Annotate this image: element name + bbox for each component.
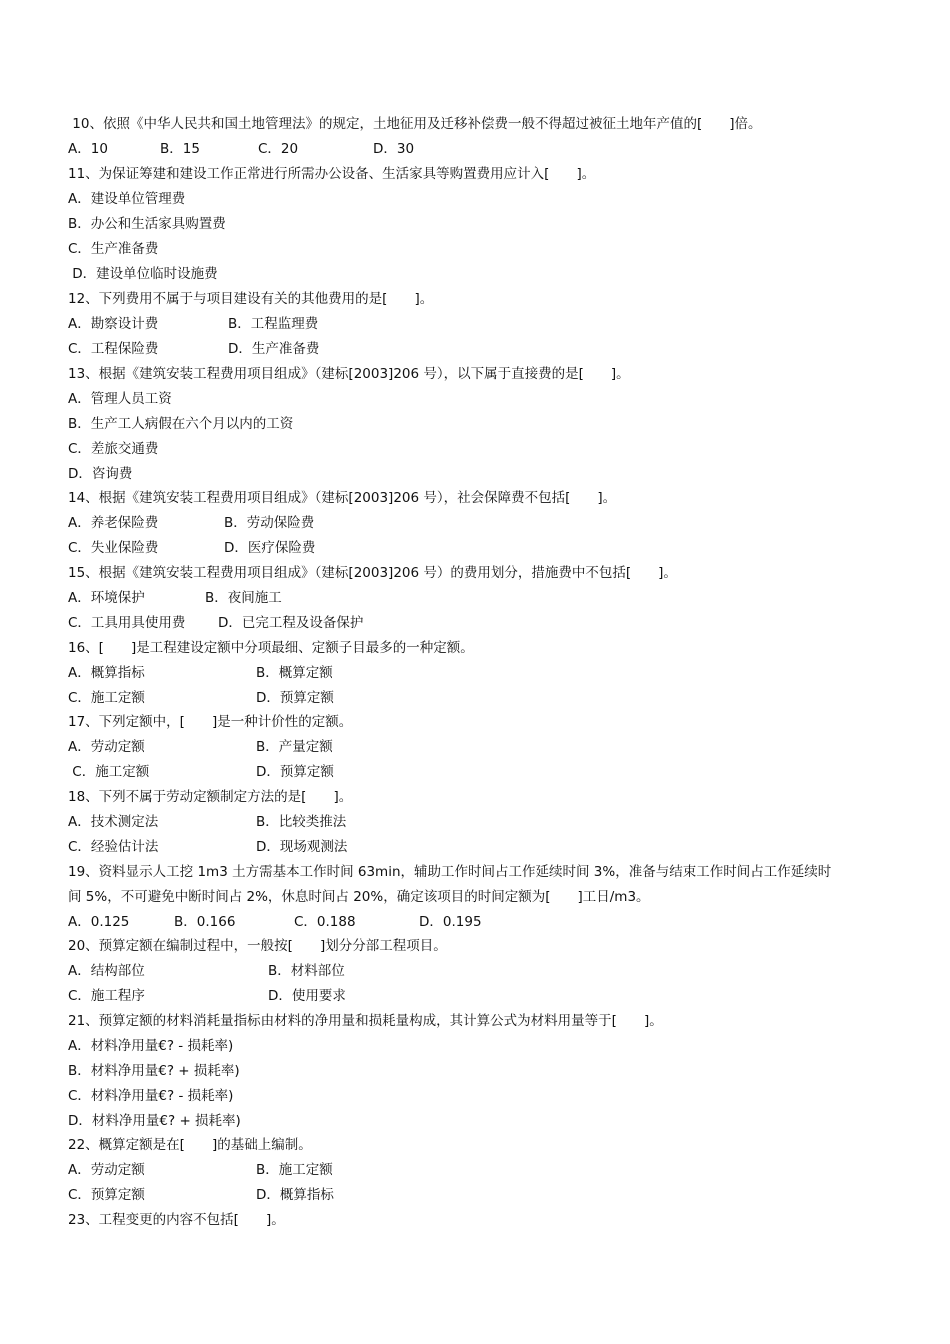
q11-option-c: C．生产准备费 xyxy=(68,241,159,257)
q14-option-d: D．医疗保险费 xyxy=(224,540,316,556)
question-16-options-row1 xyxy=(68,661,890,686)
question-11-text: 11、为保证筹建和建设工作正常进行所需办公设备、生活家具等购置费用应计入[ ]。 xyxy=(68,166,596,182)
q22-option-d: D．概算指标 xyxy=(256,1187,334,1203)
question-14-options-row1 xyxy=(68,511,890,536)
q10-option-d: D．30 xyxy=(373,141,415,157)
q13-option-a: A．管理人员工资 xyxy=(68,391,172,407)
q10-option-c: C．20 xyxy=(258,141,299,157)
q14-option-a: A．养老保险费 xyxy=(68,515,159,531)
q17-option-c: C．施工定额 xyxy=(68,764,150,780)
question-19-text-line2: 间 5%，不可避免中断时间占 2%，休息时间占 20%，确定该项目的时间定额为[ ]工日/m3。 xyxy=(68,889,650,905)
question-14-options-row2 xyxy=(68,536,890,561)
q11-option-d: D．建设单位临时设施费 xyxy=(68,266,218,282)
question-18-text: 18、下列不属于劳动定额制定方法的是[ ]。 xyxy=(68,789,353,805)
question-18-options-row2 xyxy=(68,835,890,860)
question-13-text: 13、根据《建筑安装工程费用项目组成》（建标[2003]206 号），以下属于直接费的是[ ]。 xyxy=(68,366,630,382)
q14-option-c: C．失业保险费 xyxy=(68,540,159,556)
question-12-options-row2 xyxy=(68,337,890,362)
question-20-options-row2 xyxy=(68,984,890,1009)
question-23-text: 23、工程变更的内容不包括[ ]。 xyxy=(68,1212,285,1228)
question-20-options-row1 xyxy=(68,959,890,984)
q22-option-c: C．预算定额 xyxy=(68,1187,145,1203)
q15-option-c: C．工具用具使用费 xyxy=(68,615,186,631)
q12-option-b: B．工程监理费 xyxy=(228,316,319,332)
question-10-options xyxy=(68,137,890,162)
question-15-options-row2 xyxy=(68,611,890,636)
q18-option-a: A．技术测定法 xyxy=(68,814,159,830)
q17-option-b: B．产量定额 xyxy=(256,739,333,755)
q10-option-b: B．15 xyxy=(160,141,200,157)
q12-option-a: A．勘察设计费 xyxy=(68,316,159,332)
q13-option-d: D．咨询费 xyxy=(68,466,133,482)
q21-option-d: D．材料净用量€? + 损耗率) xyxy=(68,1113,241,1129)
q20-option-d: D．使用要求 xyxy=(268,988,346,1004)
q20-option-b: B．材料部位 xyxy=(268,963,345,979)
question-22-options-row1 xyxy=(68,1158,890,1183)
q19-option-d: D．0.195 xyxy=(419,914,482,930)
q16-option-b: B．概算定额 xyxy=(256,665,333,681)
question-10-text: 10、依照《中华人民共和国土地管理法》的规定，土地征用及迁移补偿费一般不得超过被征土地年产值的[ ]倍。 xyxy=(68,116,762,132)
q13-option-c: C．差旅交通费 xyxy=(68,441,159,457)
question-12-options-row1 xyxy=(68,312,890,337)
question-18-options-row1 xyxy=(68,810,890,835)
question-22-options-row2 xyxy=(68,1183,890,1208)
q19-option-a: A．0.125 xyxy=(68,914,130,930)
question-19-options xyxy=(68,910,890,935)
q18-option-d: D．现场观测法 xyxy=(256,839,348,855)
question-17-options-row2 xyxy=(68,760,890,785)
q13-option-b: B．生产工人病假在六个月以内的工资 xyxy=(68,416,294,432)
question-22-text: 22、概算定额是在[ ]的基础上编制。 xyxy=(68,1137,312,1153)
question-16-text: 16、[ ]是工程建设定额中分项最细、定额子目最多的一种定额。 xyxy=(68,640,474,656)
question-19-text-line1: 19、资料显示人工挖 1m3 土方需基本工作时间 63min，辅助工作时间占工作延续时间 3%，准备与结束工作时间占工作延续时 xyxy=(68,864,832,880)
question-16-options-row2 xyxy=(68,686,890,711)
q11-option-b: B．办公和生活家具购置费 xyxy=(68,216,226,232)
question-12-text: 12、下列费用不属于与项目建设有关的其他费用的是[ ]。 xyxy=(68,291,434,307)
question-17-options-row1 xyxy=(68,735,890,760)
q15-option-d: D．已完工程及设备保护 xyxy=(218,615,364,631)
q16-option-d: D．预算定额 xyxy=(256,690,334,706)
q17-option-a: A．劳动定额 xyxy=(68,739,145,755)
question-21-text: 21、预算定额的材料消耗量指标由材料的净用量和损耗量构成，其计算公式为材料用量等于[ ]。 xyxy=(68,1013,663,1029)
q22-option-a: A．劳动定额 xyxy=(68,1162,145,1178)
q19-option-c: C．0.188 xyxy=(294,914,356,930)
q10-option-a: A．10 xyxy=(68,141,108,157)
question-15-options-row1 xyxy=(68,586,890,611)
question-20-text: 20、预算定额在编制过程中，一般按[ ]划分分部工程项目。 xyxy=(68,938,447,954)
q21-option-b: B．材料净用量€? + 损耗率) xyxy=(68,1063,240,1079)
q16-option-a: A．概算指标 xyxy=(68,665,145,681)
q15-option-a: A．环境保护 xyxy=(68,590,145,606)
q18-option-c: C．经验估计法 xyxy=(68,839,159,855)
q20-option-c: C．施工程序 xyxy=(68,988,145,1004)
q11-option-a: A．建设单位管理费 xyxy=(68,191,186,207)
q12-option-c: C．工程保险费 xyxy=(68,341,159,357)
question-15-text: 15、根据《建筑安装工程费用项目组成》（建标[2003]206 号）的费用划分，措施费中不包括[ ]。 xyxy=(68,565,677,581)
q15-option-b: B．夜间施工 xyxy=(205,590,282,606)
question-14-text: 14、根据《建筑安装工程费用项目组成》（建标[2003]206 号），社会保障费不包括[ ]。 xyxy=(68,490,617,506)
q16-option-c: C．施工定额 xyxy=(68,690,145,706)
q21-option-a: A．材料净用量€? - 损耗率) xyxy=(68,1038,234,1054)
q22-option-b: B．施工定额 xyxy=(256,1162,333,1178)
q20-option-a: A．结构部位 xyxy=(68,963,145,979)
q18-option-b: B．比较类推法 xyxy=(256,814,347,830)
question-17-text: 17、下列定额中，[ ]是一种计价性的定额。 xyxy=(68,714,353,730)
q14-option-b: B．劳动保险费 xyxy=(224,515,315,531)
q19-option-b: B．0.166 xyxy=(174,914,236,930)
q21-option-c: C．材料净用量€? - 损耗率) xyxy=(68,1088,234,1104)
q12-option-d: D．生产准备费 xyxy=(228,341,320,357)
q17-option-d: D．预算定额 xyxy=(256,764,334,780)
